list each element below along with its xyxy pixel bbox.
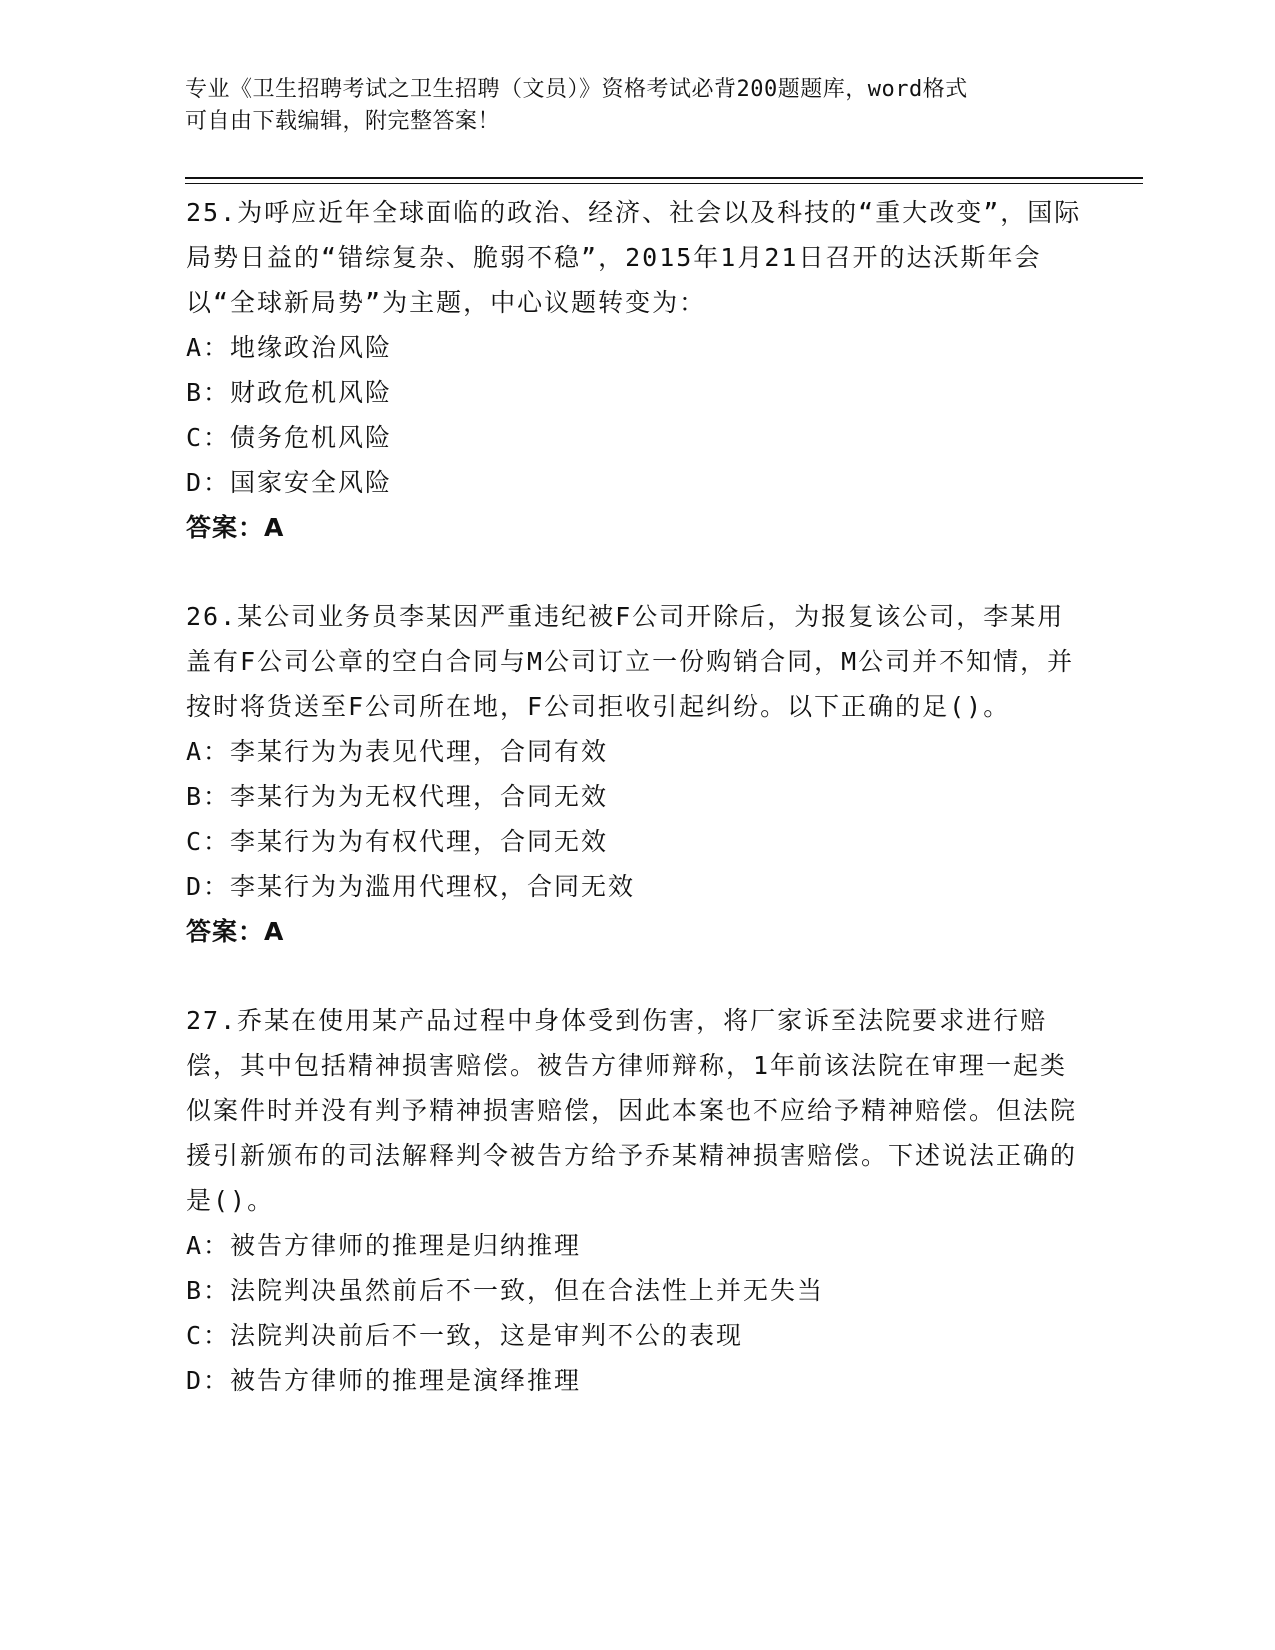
option-b: B：李某行为为无权代理，合同无效	[186, 782, 609, 811]
answer-label: 答案：A	[186, 917, 285, 946]
question-spacer	[186, 954, 1086, 998]
option-c: C：债务危机风险	[186, 423, 393, 452]
option-c: C：法院判决前后不一致，这是审判不公的表现	[186, 1321, 744, 1350]
option-d: D：国家安全风险	[186, 468, 393, 497]
question-spacer	[186, 550, 1086, 594]
question-text: 26.某公司业务员李某因严重违纪被F公司开除后，为报复该公司，李某用盖有F公司公章的空白合同与M公司订立一份购销合同，M公司并不知情，并按时将货送至F公司所在地，F公司拒收引起纠纷。以下正确的足()。	[186, 602, 1075, 721]
option-d: D：被告方律师的推理是演绎推理	[186, 1366, 582, 1395]
header-divider-thick	[185, 177, 1143, 179]
document-header	[185, 74, 1065, 138]
question-26	[186, 594, 1086, 954]
question-text: 27.乔某在使用某产品过程中身体受到伤害，将厂家诉至法院要求进行赔偿，其中包括精神损害赔偿。被告方律师辩称，1年前该法院在审理一起类似案件时并没有判予精神损害赔偿，因此本案也不应给予精神赔偿。但法院援引新颁布的司法解释判令被告方给予乔某精神损害赔偿。下述说法正确的是()。	[186, 1006, 1078, 1215]
option-b: B：法院判决虽然前后不一致，但在合法性上并无失当	[186, 1276, 825, 1305]
question-text: 25.为呼应近年全球面临的政治、经济、社会以及科技的“重大改变”，国际局势日益的“错综复杂、脆弱不稳”，2015年1月21日召开的达沃斯年会以“全球新局势”为主题，中心议题转变为：	[186, 198, 1082, 317]
option-a: A：被告方律师的推理是归纳推理	[186, 1231, 582, 1260]
question-list	[186, 190, 1086, 1403]
header-line-1: 专业《卫生招聘考试之卫生招聘（文员）》资格考试必背200题题库，word格式	[185, 77, 968, 102]
option-c: C：李某行为为有权代理，合同无效	[186, 827, 609, 856]
question-27	[186, 998, 1086, 1403]
header-line-2: 可自由下载编辑，附完整答案！	[185, 109, 501, 134]
option-d: D：李某行为为滥用代理权，合同无效	[186, 872, 636, 901]
option-a: A：李某行为为表见代理，合同有效	[186, 737, 609, 766]
option-a: A：地缘政治风险	[186, 333, 393, 362]
answer-label: 答案：A	[186, 513, 285, 542]
option-b: B：财政危机风险	[186, 378, 393, 407]
question-25	[186, 190, 1086, 550]
header-divider-thin	[185, 183, 1143, 184]
